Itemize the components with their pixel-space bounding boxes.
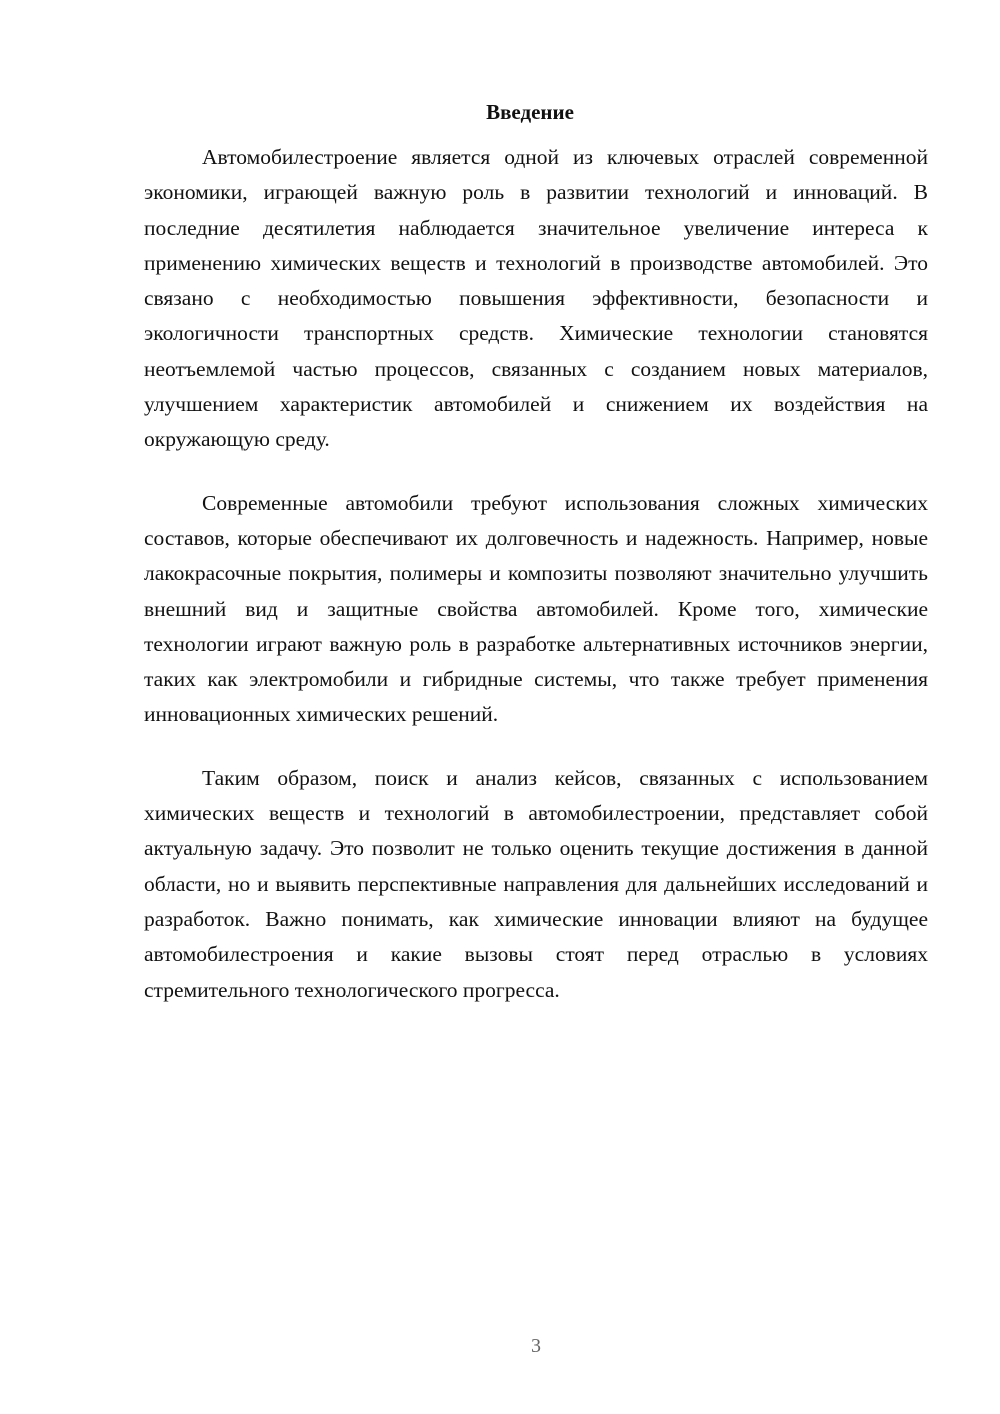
paragraph-3: Таким образом, поиск и анализ кейсов, связанных с использованием химических веществ и технологий в автомобилестроении, представляет собой актуальную задачу. Это позволит не только оценить текущие достижения в данной области, но и выявить перспективные направления для дальнейших исследований и разработок. Важно понимать, как химические инновации влияют на будущее автомобилестроения и какие вызовы стоят перед отраслью в условиях стремительного технологического прогресса. bbox=[144, 765, 928, 1002]
page-number: 3 bbox=[531, 1335, 541, 1357]
section-title: Введение bbox=[486, 100, 574, 124]
paragraph-1: Автомобилестроение является одной из ключевых отраслей современной экономики, играющей важную роль в развитии технологий и инноваций. В последние десятилетия наблюдается значительное увеличение интереса к применению химических веществ и технологий в производстве автомобилей. Это связано с необходимостью повышения эффективности, безопасности и экологичности транспортных средств. Химические технологии становятся неотъемлемой частью процессов, связанных с созданием новых материалов, улучшением характеристик автомобилей и снижением их воздействия на окружающую среду. bbox=[144, 145, 928, 452]
paragraph-2: Современные автомобили требуют использования сложных химических составов, которые обеспечивают их долговечность и надежность. Например, новые лакокрасочные покрытия, полимеры и композиты позволяют значительно улучшить внешний вид и защитные свойства автомобилей. Кроме того, химические технологии играют важную роль в разработке альтернативных источников энергии, таких как электромобили и гибридные системы, что также требует применения инновационных химических решений. bbox=[144, 490, 928, 727]
page-content bbox=[144, 96, 928, 1008]
